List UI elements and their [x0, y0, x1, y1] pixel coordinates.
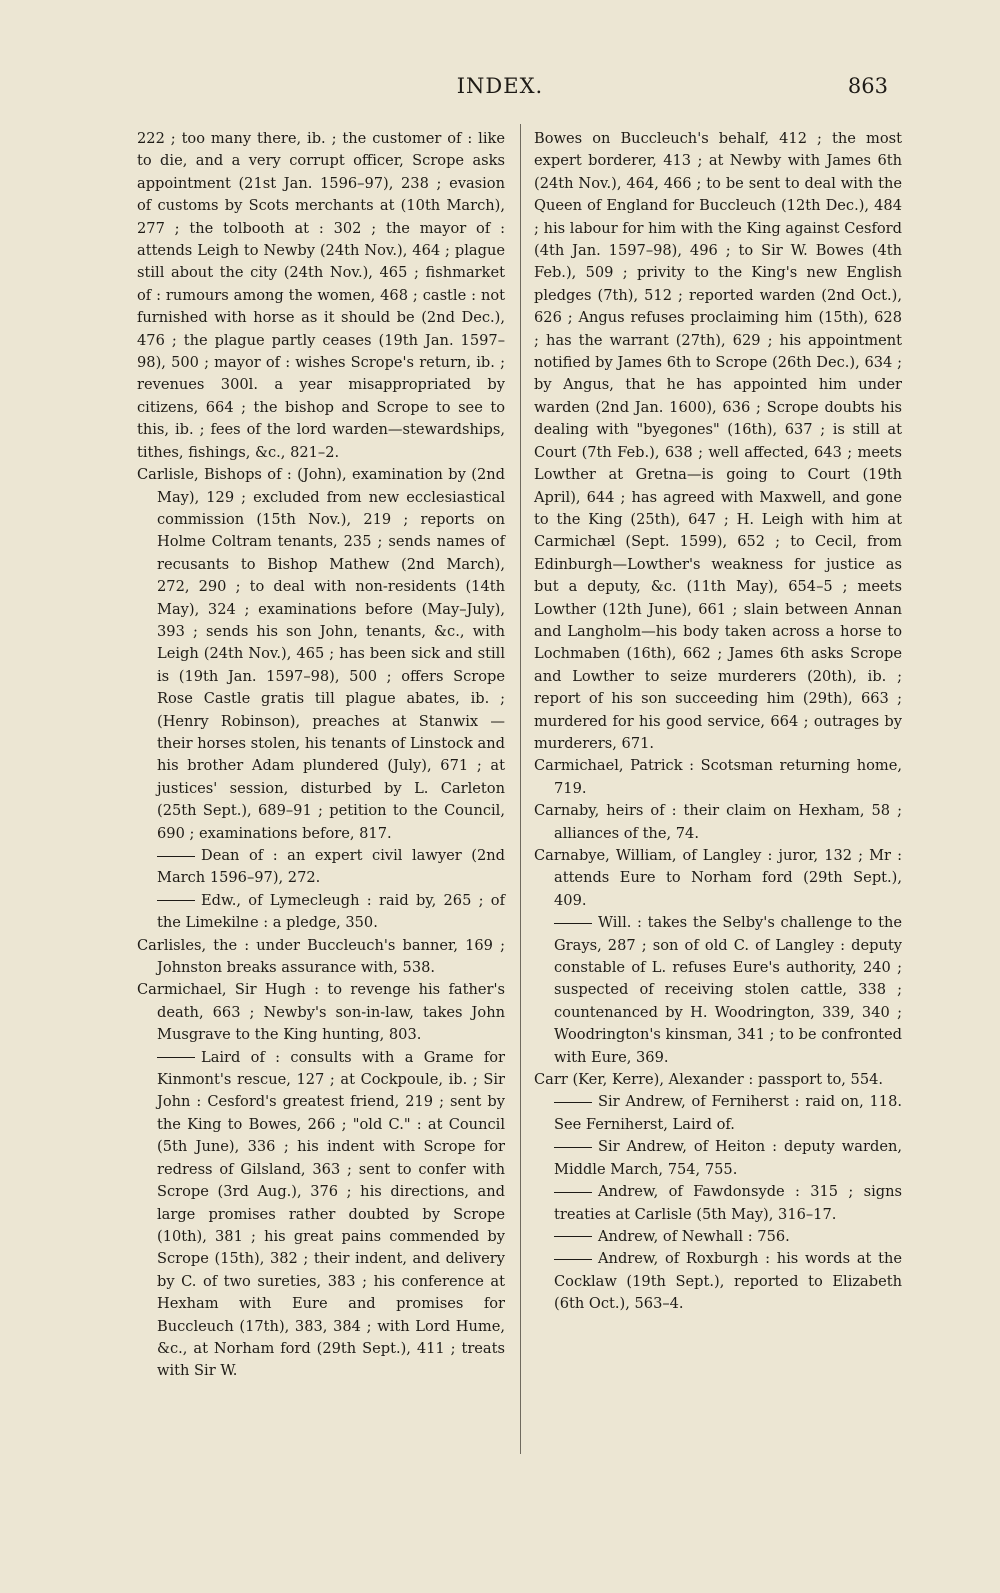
index-entry: [534, 128, 902, 755]
index-subentry: [137, 890, 505, 935]
index-subentry: [534, 1248, 902, 1315]
index-subentry: [534, 1091, 902, 1136]
entry-text: 222 ; too many there, ib. ; the customer of : like to die, and a very corrupt officer, Scrope asks appointment (21st Jan. 1596–97), 238 ; evasion of customs by Scots merchants at (10th March), 277 ; the tolbooth at : 302 ; the mayor of : attends Leigh to Newby (24th Nov.), 464 ; plague still about the city (24th Nov.), 465 ; fishmarket of : rumours among the women, 468 ; castle : not furnished with horse as it should be (2nd Dec.), 476 ; the plague partly ceases (19th Jan. 1597–98), 500 ; mayor of : wishes Scrope's return, ib. ; revenues 300l. a year misappropriated by citizens, 664 ; the bishop and Scrope to see to this, ib. ; fees of the lord warden—stewardships, tithes, fishings, &c., 821–2.: [137, 130, 505, 461]
index-entry: [534, 1069, 902, 1091]
ditto-dash: [157, 856, 195, 857]
index-entry: [137, 464, 505, 845]
entry-text: Carr (Ker, Kerre), Alexander : passport to, 554.: [534, 1071, 884, 1089]
ditto-dash: [554, 1192, 592, 1193]
index-subentry: [137, 845, 505, 890]
column-divider: [520, 124, 521, 1454]
ditto-dash: [554, 1147, 592, 1148]
left-column: [137, 128, 505, 1383]
entry-text: Carlisles, the : under Buccleuch's banner, 169 ; Johnston breaks assurance with, 538.: [137, 936, 505, 977]
page-number: 863: [847, 74, 888, 98]
entry-text: Andrew, of Newhall : 756.: [598, 1227, 790, 1245]
index-subentry: [137, 1047, 505, 1383]
entry-text: Edw., of Lymecleugh : raid by, 265 ; of the Limekilne : a pledge, 350.: [157, 891, 505, 932]
ditto-dash: [157, 1057, 195, 1058]
index-entry: [137, 935, 505, 980]
entry-text: Carnabye, William, of Langley : juror, 132 ; Mr : attends Eure to Norham ford (29th Sept.), 409.: [534, 847, 902, 909]
entry-text: Carnaby, heirs of : their claim on Hexham, 58 ; alliances of the, 74.: [534, 802, 902, 842]
ditto-dash: [554, 923, 592, 924]
index-entry: [534, 755, 902, 800]
index-entry: [137, 979, 505, 1046]
entry-text: Andrew, of Fawdonsyde : 315 ; signs treaties at Carlisle (5th May), 316–17.: [554, 1183, 902, 1223]
page-title: INDEX.: [456, 74, 544, 98]
entry-text: Sir Andrew, of Heiton : deputy warden, Middle March, 754, 755.: [554, 1138, 902, 1178]
entry-text: Bowes on Buccleuch's behalf, 412 ; the most expert borderer, 413 ; at Newby with James 6th (24th Nov.), 464, 466 ; to be sent to deal with the Queen of England for Buccleuch (12th Dec.), 484 ; his labour for him with the King against Cesford (4th Jan. 1597–98), 496 ; to Sir W. Bowes (4th Feb.), 509 ; privity to the King's new English pledges (7th), 512 ; reported warden (2nd Oct.), 626 ; Angus refuses proclaiming him (15th), 628 ; has the warrant (27th), 629 ; his appointment notified by James 6th to Scrope (26th Dec.), 634 ; by Angus, that he has appointed him under warden (2nd Jan. 1600), 636 ; Scrope doubts his dealing with "byegones" (16th), 637 ; is still at Court (7th Feb.), 638 ; well affected, 643 ; meets Lowther at Gretna—is going to Court (19th April), 644 ; has agreed with Maxwell, and gone to the King (25th), 647 ; H. Leigh with him at Carmichæl (Sept. 1599), 652 ; to Cecil, from Edinburgh—Lowther's weakness for justice as but a deputy, &c. (11th May), 654–5 ; meets Lowther (12th June), 661 ; slain between Annan and Langholm—his body taken across a horse to Lochmaben (16th), 662 ; James 6th asks Scrope and Lowther to seize murderers (20th), ib. ; report of his son succeeding him (29th), 663 ; murdered for his good service, 664 ; outrages by murderers, 671.: [534, 130, 902, 752]
index-entry: [534, 800, 902, 845]
ditto-dash: [554, 1102, 592, 1103]
index-entry: [137, 128, 505, 464]
entry-text: Andrew, of Roxburgh : his words at the Cocklaw (19th Sept.), reported to Elizabeth (6th Oct.), 563–4.: [554, 1250, 902, 1313]
entry-text: Carlisle, Bishops of : (John), examination by (2nd May), 129 ; excluded from new ecclesiastical commission (15th Nov.), 219 ; reports on Holme Coltram tenants, 235 ; sends names of recusants to Bishop Mathew (2nd March), 272, 290 ; to deal with non-residents (14th May), 324 ; examinations before (May–July), 393 ; sends his son John, tenants, &c., with Leigh (24th Nov.), 465 ; has been sick and still is (19th Jan. 1597–98), 500 ; offers Scrope Rose Castle gratis till plague abates, ib. ; (Henry Robinson), preaches at Stanwix — their horses stolen, his tenants of Linstock and his brother Adam plundered (July), 671 ; at justices' session, disturbed by L. Carleton (25th Sept.), 689–91 ; petition to the Council, 690 ; examinations before, 817.: [137, 466, 505, 842]
index-entry: [534, 845, 902, 912]
index-subentry: [534, 1136, 902, 1181]
entry-text: Sir Andrew, of Ferniherst : raid on, 118. See Ferniherst, Laird of.: [554, 1093, 902, 1133]
ditto-dash: [157, 900, 195, 901]
entry-text: Will. : takes the Selby's challenge to the Grays, 287 ; son of old C. of Langley : deputy constable of L. refuses Eure's authority, 240 ; suspected of receiving stolen cattle, 338 ; countenanced by H. Woodrington, 339, 340 ; Woodrington's kinsman, 341 ; to be confronted with Eure, 369.: [554, 914, 902, 1066]
entry-text: Carmichael, Sir Hugh : to revenge his father's death, 663 ; Newby's son-in-law, takes John Musgrave to the King hunting, 803.: [137, 981, 505, 1044]
ditto-dash: [554, 1236, 592, 1237]
ditto-dash: [554, 1259, 592, 1260]
entry-text: Carmichael, Patrick : Scotsman returning home, 719.: [534, 757, 902, 797]
entry-text: Laird of : consults with a Grame for Kinmont's rescue, 127 ; at Cockpoule, ib. ; Sir John : Cesford's greatest friend, 219 ; sent by the King to Bowes, 266 ; "old C." : at Council (5th June), 336 ; his indent with Scrope for redress of Gilsland, 363 ; sent to confer with Scrope (3rd Aug.), 376 ; his directions, and large promises rather doubted by Scrope (10th), 381 ; his great pains commended by Scrope (15th), 382 ; their indent, and delivery by C. of two sureties, 383 ; his conference at Hexham with Eure and promises for Buccleuch (17th), 383, 384 ; with Lord Hume, &c., at Norham ford (29th Sept.), 411 ; treats with Sir W.: [157, 1048, 505, 1380]
index-subentry: [534, 1181, 902, 1226]
entry-text: Dean of : an expert civil lawyer (2nd March 1596–97), 272.: [157, 847, 505, 887]
index-subentry: [534, 912, 902, 1069]
right-column: [534, 128, 902, 1316]
index-subentry: [534, 1226, 902, 1248]
